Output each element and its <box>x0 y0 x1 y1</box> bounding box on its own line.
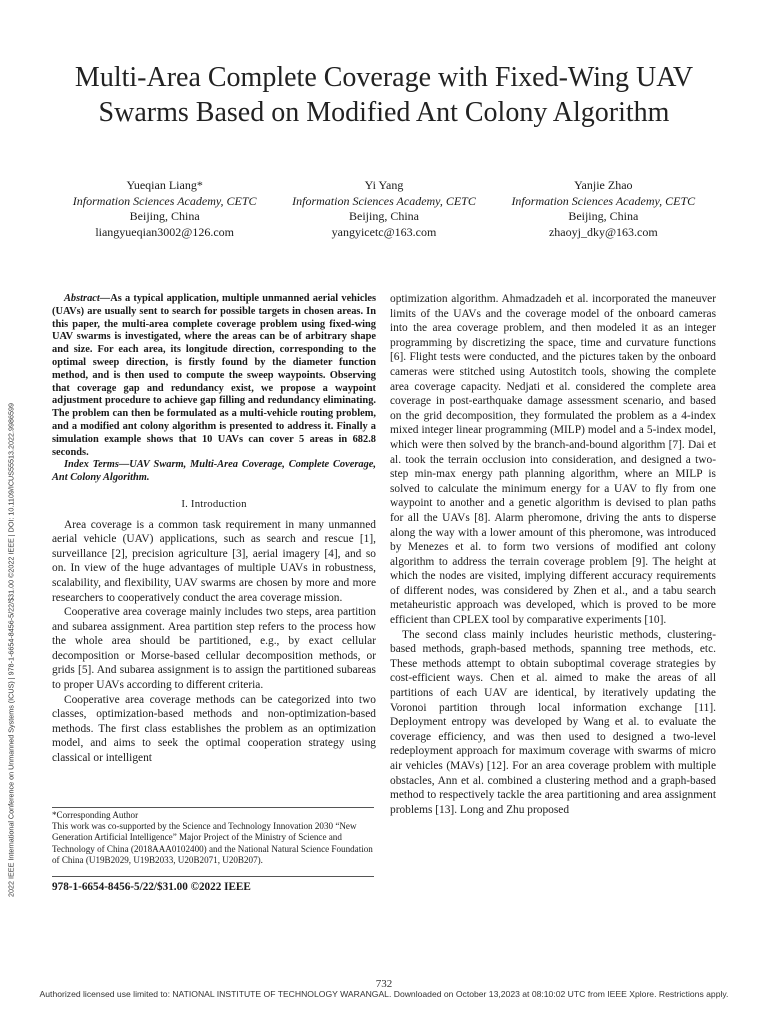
author-name: Yanjie Zhao <box>574 178 633 192</box>
author-3 <box>494 178 713 240</box>
author-affiliation: Information Sciences Academy, CETC <box>72 193 257 208</box>
footnote-line: This work was co-supported by the Science and Technology Innovation 2030 “New Generation Artificial Intelligence” Major Project of the Ministry of Science and Technology of China (2018AAA0102400) and the National Natural Science Foundation of China (U19B2029, U19B2033, U20B2071, U20B207). <box>52 821 373 865</box>
doi-sidebar-text: 2022 IEEE International Conference on Unmanned Systems (ICUS) | 978-1-6654-8456-5/22/$31.00 ©2022 IEEE | DOI: 10.1109/ICUS55513.2022.9986599 <box>6 403 16 897</box>
body-paragraph: Area coverage is a common task requirement in many unmanned aerial vehicle (UAV) applications, such as search and rescue [1], surveillance [2], precision agriculture [3], aerial imagery [4], and so on. In view of the huge advantages of multiple UAVs in robustness, scalability, and flexibility, UAV swarms are chosen by more and more researchers to cooperatively conduct the area coverage mission. <box>52 518 376 604</box>
page-number: 732 <box>375 978 393 990</box>
author-email: zhaoyj_dky@163.com <box>548 224 658 239</box>
copyright-isbn: 978-1-6654-8456-5/22/$31.00 ©2022 IEEE <box>52 876 374 893</box>
footnote-rule <box>52 807 374 808</box>
author-1 <box>55 178 274 240</box>
license-footer: Authorized licensed use limited to: NATIONAL INSTITUTE OF TECHNOLOGY WARANGAL. Downloaded on October 13,2023 at 08:10:02 UTC from IEEE Xplore. Restrictions apply. <box>39 989 729 999</box>
author-email: liangyueqian3002@126.com <box>95 224 235 239</box>
author-location: Beijing, China <box>568 209 639 223</box>
author-location: Beijing, China <box>348 209 419 223</box>
body-paragraph: The second class mainly includes heuristic methods, clustering-based methods, graph-based methods, spanning tree methods, etc. These methods attempt to obtain suboptimal coverage strategies by cost-efficient ways. Chen et al. aimed to make the areas of all partitions of each UAV are identical, by iteratively updating the Voronoi partition through local information exchange [11]. Deployment entropy was developed by Wang et al. to evaluate the coverage efficiency, and was then used to designed a two-level redeployment approach for maximum coverage with swarms of micro air vehicles (MAVs) [12]. For an area coverage problem with multiple obstacles, Ann et al. combined a clustering method and a graph-based method to respectively tackle the area partitioning and area assignment problems [13]. Long and Zhu proposed <box>390 628 716 816</box>
author-block <box>55 178 713 240</box>
left-column <box>52 293 376 766</box>
author-location: Beijing, China <box>129 209 200 223</box>
index-terms-text: —UAV Swarm, Multi-Area Coverage, Complete Coverage, Ant Colony Algorithm. <box>52 459 376 484</box>
author-name: Yi Yang <box>364 178 404 192</box>
paper-title: Multi-Area Complete Coverage with Fixed-Wing UAV Swarms Based on Modified Ant Colony Algorithm <box>74 62 694 128</box>
right-column <box>390 292 716 817</box>
index-terms-label: Index Terms <box>64 459 119 471</box>
abstract-text: As a typical application, multiple unmanned aerial vehicles (UAVs) are usually sent to search for possible targets in chosen areas. In this paper, the multi-area complete coverage problem using fixed-wing UAV swarms is investigated, where the areas can be of arbitrary shape and size. For each area, its longitude direction, corresponding to the optimal sweep direction, is firstly found by the diameter function method, and is then used to compute the sweep waypoints. Observing that coverage gap and redundancy exist, we propose a waypoint adjustment procedure to achieve gap filling and redundancy eliminating. The problem can then be formulated as a multi-vehicle routing problem, and a modified ant colony algorithm is presented to address it. Finally a simulation example shows that 10 UAVs can cover 5 areas in 682.8 seconds. <box>52 293 376 458</box>
body-paragraph: Cooperative area coverage mainly includes two steps, area partition and subarea assignment. Area partition step refers to the process how the whole area should be partitioned, e.g., by exact cellular decomposition or Morse-based cellular decomposition methods, or grids [5]. And subarea assignment is to assign the partitioned subareas to proper UAVs according to different criteria. <box>52 606 376 692</box>
author-name: Yueqian Liang* <box>126 178 203 192</box>
author-2 <box>274 178 493 240</box>
section-heading: I. Introduction <box>181 497 247 510</box>
footnote-line: *Corresponding Author <box>52 810 139 820</box>
abstract <box>52 293 376 485</box>
author-affiliation: Information Sciences Academy, CETC <box>511 193 696 208</box>
author-affiliation: Information Sciences Academy, CETC <box>292 193 476 208</box>
body-paragraph: optimization algorithm. Ahmadzadeh et al. incorporated the maneuver limits of the UAVs and the coverage model of the onboard cameras into the area coverage problem, and then modeled it as an integer programming by discretizing the space, time and curvature functions [6]. Flight tests were conducted, and the pictures taken by the onboard cameras were stitched using Autostitch tools, showing the complete area coverage capacity. Nedjati et al. considered the complete area coverage in post-earthquake damage assessment scenario, and based on the grid decomposition, they formulated the problem as a 4-index mixed integer linear programming (MILP) model and a 5-index model, which were then solved by the branch-and-bound algorithm [7]. Dai et al. took the terrain occlusion into consideration, and designed a two-step min-max energy path planning algorithm, where an MILP is solved to calculate the minimum energy for a UAV to fly from one waypoint to another and a genetic algorithm is devised to plan paths for all the UAVs [8]. Alarm pheromone, driving the ants to disperse along the way with a lower amount of this pheromone, was introduced by Menezes et al. to form two versions of modified ant colony algorithm to address the terrain coverage problem [9]. The height at which the nodes are visited, implying different accuracy requirements of different nodes, was considered by Zhen et al., and a tabu search metaheuristic approach was developed, which is proved to be more efficient than CPLEX tool by comparative experiments [10]. <box>390 293 716 627</box>
author-email: yangyicetc@163.com <box>331 224 437 239</box>
abstract-paragraph <box>52 293 376 459</box>
footnote <box>52 807 374 866</box>
abstract-label: Abstract— <box>64 293 111 304</box>
body-paragraph: Cooperative area coverage methods can be categorized into two classes, optimization-based methods and non-optimization-based methods. The first class establishes the problem as an optimization model, and aims to seek the optimal cooperation strategy using classical or intelligent <box>52 693 376 765</box>
index-terms-paragraph <box>52 459 376 485</box>
doi-sidebar <box>3 350 19 950</box>
